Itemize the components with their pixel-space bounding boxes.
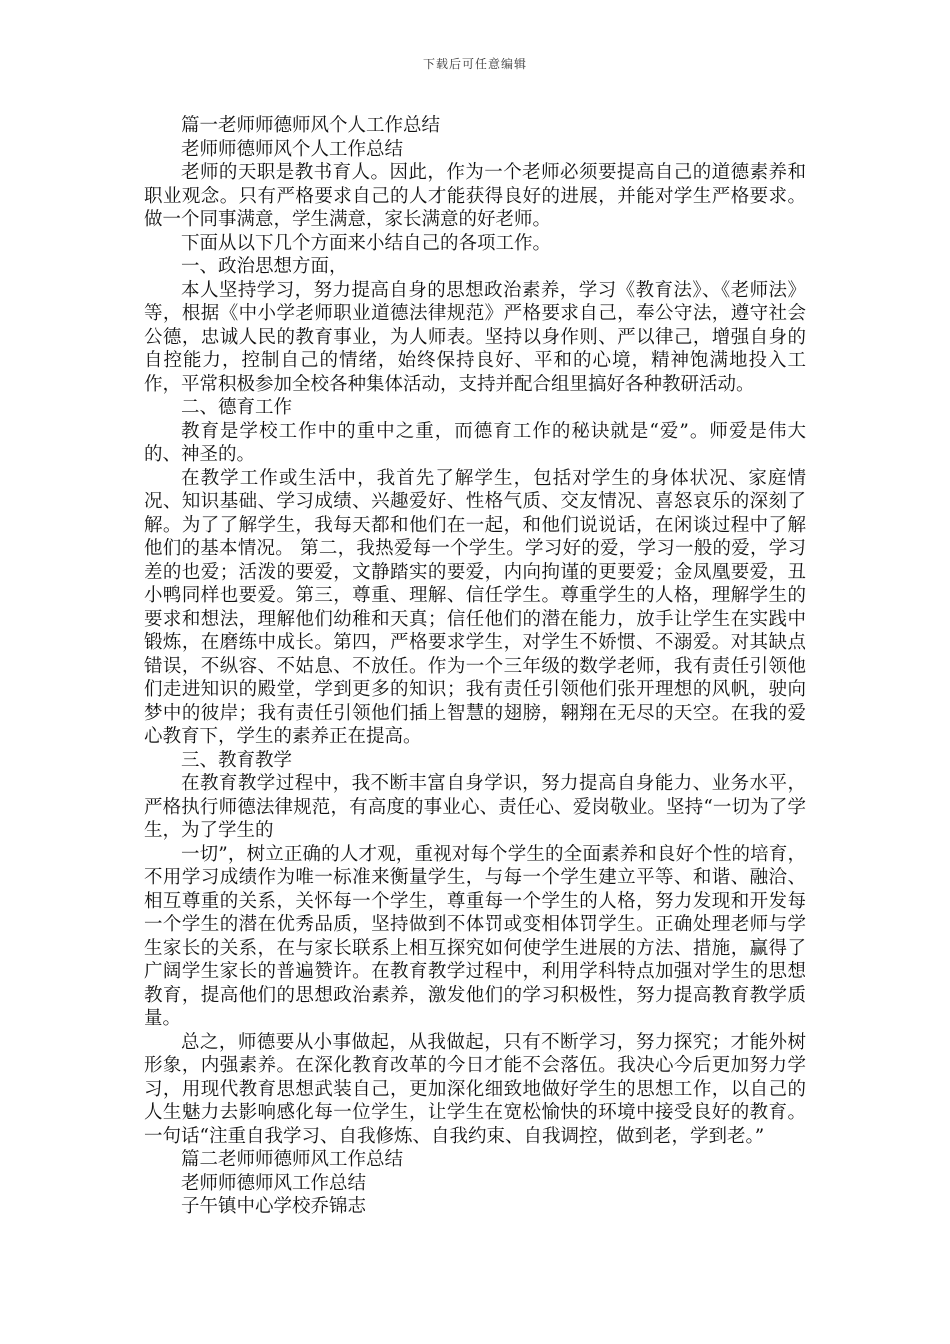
document-body <box>144 114 806 1219</box>
heading-teaching: 三、教育教学 <box>181 749 293 771</box>
heading-moral-education: 二、德育工作 <box>181 397 293 418</box>
paragraph: 在教育教学过程中，我不断丰富自身学识，努力提高自身能力、业务水平，严格执行师德法律规范，有高度的事业心、责任心、爱岗敬业。坚持“一切为了学生，为了学生的 <box>144 773 806 841</box>
author-line: 子午镇中心学校乔锦志 <box>181 1196 367 1217</box>
section-title: 篇一老师师德师风个人工作总结 <box>181 115 441 136</box>
paragraph: 本人坚持学习，努力提高自身的思想政治素养，学习《教育法》、《老师法》等，根据《中小学老师职业道德法律规范》严格要求自己，奉公守法，遵守社会公德，忠诚人民的教育事业，为人师表。坚持以身作则、严以律己，增强自身的自控能力，控制自己的情绪，始终保持良好、平和的心境，精神饱满地投入工作，平常积极参加全校各种集体活动，支持并配合组里搞好各种教研活动。 <box>144 279 806 395</box>
paragraph: 一切”，树立正确的人才观，重视对每个学生的全面素养和良好个性的培育，不用学习成绩作为唯一标准来衡量学生，与每一个学生建立平等、和谐、融洽、相互尊重的关系，关怀每一个学生，尊重每一个学生的人格，努力发现和开发每一个学生的潜在优秀品质，坚持做到不体罚或变相体罚学生。正确处理老师与学生家长的关系，在与家长联系上相互探究如何使学生进展的方法、措施，赢得了广阔学生家长的普遍赞许。在教育教学过程中，利用学科特点加强对学生的思想教育，提高他们的思想政治素养，激发他们的学习积极性，努力提高教育教学质量。 <box>144 843 806 1029</box>
paragraph: 在教学工作或生活中，我首先了解学生，包括对学生的身体状况、家庭情况、知识基础、学习成绩、兴趣爱好、性格气质、交友情况、喜怒哀乐的深刻了解。为了了解学生，我每天都和他们在一起，和他们说说话，在闲谈过程中了解他们的基本情况。 第二，我热爱每一个学生。学习好的爱，学习一般的爱，学习差的也爱；活泼的要爱，文静踏实的要爱，内向拘谨的更要爱；金凤凰要爱，丑小鸭同样也要爱。第三，尊重、理解、信任学生。尊重学生的人格，理解学生的要求和想法，理解他们幼稚和天真；信任他们的潜在能力，放手让学生在实践中锻炼，在磨练中成长。第四，严格要求学生，对学生不娇惯、不溺爱。对其缺点错误，不纵容、不姑息、不放任。作为一个三年级的数学老师，我有责任引领他们走进知识的殿堂，学到更多的知识；我有责任引领他们张开理想的风帆，驶向梦中的彼岸；我有责任引领他们插上智慧的翅膀，翱翔在无尽的天空。在我的爱心教育下，学生的素养正在提高。 <box>144 467 806 747</box>
paragraph: 总之，师德要从小事做起，从我做起，只有不断学习，努力探究；才能外树形象，内强素养。在深化教育改革的今日才能不会落伍。我决心今后更加努力学习，用现代教育思想武装自己，更加深化细致地做好学生的思想工作，以自己的人生魅力去影响感化每一位学生，让学生在宽松愉快的环境中接受良好的教育。一句话“注重自我学习、自我修炼、自我约束、自我调控，做到老，学到老。” <box>144 1031 806 1147</box>
paragraph: 下面从以下几个方面来小结自己的各项工作。 <box>181 232 552 254</box>
section-title: 篇二老师师德师风工作总结 <box>181 1149 404 1170</box>
document-title: 老师师德师风个人工作总结 <box>181 138 404 160</box>
paragraph: 教育是学校工作中的重中之重，而德育工作的秘诀就是“爱”。师爱是伟大的、神圣的。 <box>144 420 806 465</box>
page-header-note: 下载后可任意编辑 <box>422 57 527 71</box>
document-title: 老师师德师风工作总结 <box>181 1172 367 1194</box>
heading-politics: 一、政治思想方面， <box>181 256 348 277</box>
paragraph: 老师的天职是教书育人。因此，作为一个老师必须要提高自己的道德素养和职业观念。只有严格要求自己的人才能获得良好的进展，并能对学生严格要求。做一个同事满意，学生满意，家长满意的好老师。 <box>144 162 806 230</box>
